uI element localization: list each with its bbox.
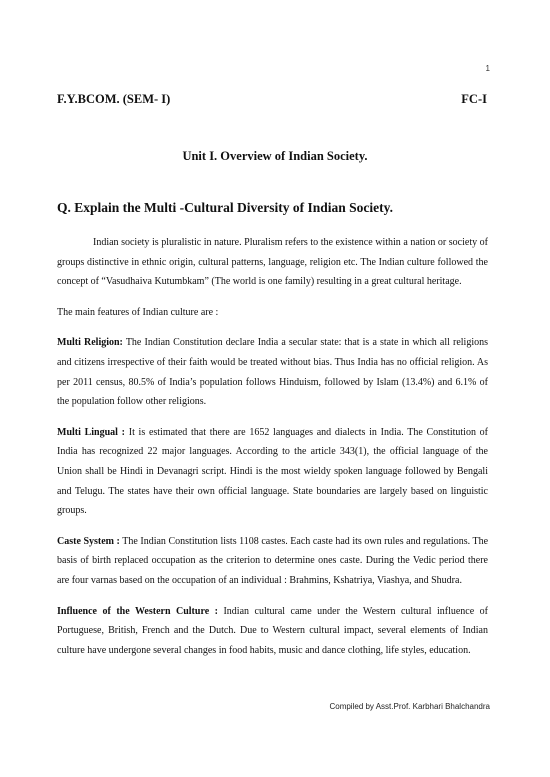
section-multi-lingual	[57, 423, 488, 521]
section-text: The Indian Constitution declare India a secular state: that is a state in which all religions and citizens irrespective of their faith would be treated without bias. Thus India has no official religion. As per 2011 census, 80.5% of India’s population follows Hinduism, followed by Islam (13.4%) and 6.1% of the population follow other religions.	[57, 337, 488, 408]
page-number: 1	[485, 64, 490, 73]
section-text: Indian cultural came under the Western cultural influence of Portuguese, British, French and the Dutch. Due to Western cultural impact, several elements of Indian culture have undergone several changes in food habits, music and dance clothing, life styles, education.	[57, 605, 489, 656]
course-label: F.Y.BCOM. (SEM- I)	[57, 92, 171, 106]
section-text: It is estimated that there are 1652 languages and dialects in India. The Constitution of India has recognized 22 major languages. According to the article 343(1), the official language of the Union shall be Hindi in Devanagri script. Hindi is the most wieldy spoken language followed by Bengali and Telugu. The states have their own official language. State boundaries are largely based on linguistic groups.	[57, 426, 488, 517]
section-heading: Multi Lingual :	[57, 426, 126, 438]
question-heading: Q. Explain the Multi -Cultural Diversity of Indian Society.	[57, 200, 394, 215]
section-heading: Multi Religion:	[57, 337, 123, 349]
unit-title: Unit I. Overview of Indian Society.	[182, 149, 368, 163]
paper-code: FC-I	[461, 92, 487, 106]
document-header	[57, 92, 487, 107]
section-western-culture	[57, 602, 488, 661]
footer-credit: Compiled by Asst.Prof. Karbhari Bhalchandra	[329, 702, 490, 711]
section-heading: Caste System :	[57, 535, 120, 547]
section-caste-system	[57, 532, 488, 591]
intro-paragraph: Indian society is pluralistic in nature. Pluralism refers to the existence within a nation or society of groups distinctive in ethnic origin, cultural patterns, language, religion etc. The Indian culture followed the concept of “Vasudhaiva Kutumbkam” (The world is one family) resulting in a great cultural heritage.	[57, 237, 488, 288]
section-heading: Influence of the Western Culture :	[57, 605, 218, 617]
document-body	[57, 233, 488, 671]
section-multi-religion	[57, 333, 488, 411]
section-text: The Indian Constitution lists 1108 castes. Each caste had its own rules and regulations. The basis of birth replaced occupation as the criterion to determine ones caste. During the Vedic period there are four varnas based on the occupation of an individual : Brahmins, Kshatriya, Viashya, and Shudra.	[57, 535, 489, 586]
features-intro: The main features of Indian culture are :	[57, 306, 219, 318]
